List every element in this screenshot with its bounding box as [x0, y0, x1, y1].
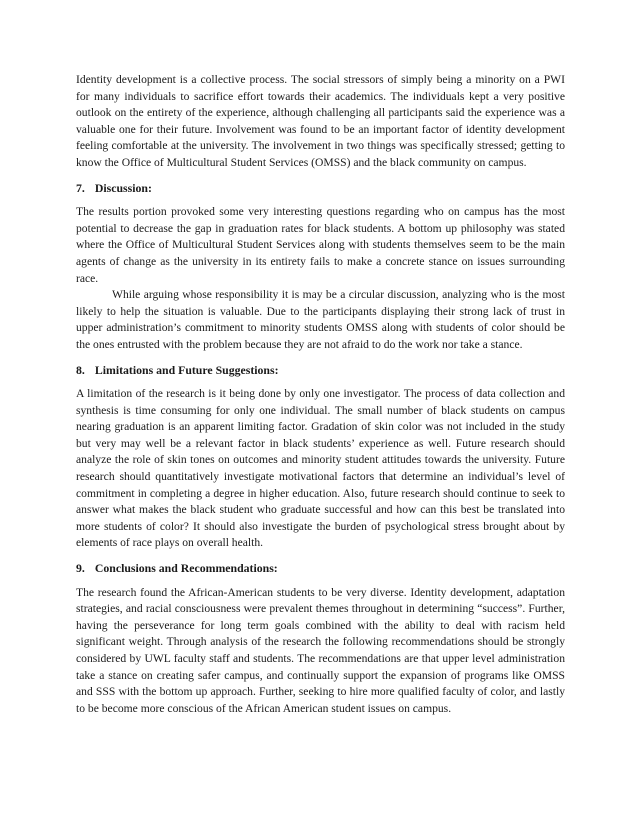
section-title: Discussion: [94, 180, 152, 195]
section-number: 8. [76, 362, 85, 377]
section-heading-conclusions [76, 560, 565, 577]
section-number: 7. [76, 180, 85, 195]
limitations-paragraph: A limitation of the research is it being done by only one investigator. The process of data collection and synthesis is time consuming for only one individual. The small number of black students on campus nearing graduation is an apparent limiting factor. Gradation of skin color was not included in the study but very may well be a relevant factor in black students’ experience as well. Future research should analyze the role of skin tones on outcomes and minority student attitudes towards the university. Future research should quantitatively investigate motivational factors that determine an individual’s level of commitment in completing a degree in higher education. Also, future research should continue to seek to answer what makes the black student who graduate successful and how can this best be translated into more students of color? It should also investigate the burden of psychological stress brought about by elements of race plays on overall health. [76, 387, 565, 550]
section-title: Limitations and Future Suggestions: [94, 362, 279, 377]
discussion-paragraph-1: The results portion provoked some very interesting questions regarding who on campus has the most potential to decrease the gap in graduation rates for black students. A bottom up philosophy was stated where the Office of Multicultural Student Services along with students themselves seem to be the main agents of change as the university in its entirety fails to make a concrete stance on issues surrounding race. [76, 205, 565, 285]
section-heading-discussion [76, 180, 565, 197]
document-page [76, 72, 565, 717]
section-title: Conclusions and Recommendations: [94, 561, 278, 576]
intro-paragraph: Identity development is a collective process. The social stressors of simply being a minority on a PWI for many individuals to sacrifice effort towards their academics. The individuals kept a very positive outlook on the entirety of the experience, although challenging all participants said the experience was a valuable one for their future. Involvement was found to be an important factor of identity development feeling comfortable at the university. The involvement in two things was specifically stressed; getting to know the Office of Multicultural Student Services (OMSS) and the black community on campus. [76, 73, 565, 169]
section-heading-limitations [76, 362, 565, 379]
section-number: 9. [76, 561, 85, 576]
conclusions-paragraph: The research found the African-American students to be very diverse. Identity development, adaptation strategies, and racial consciousness were prevalent themes throughout in determining “success”. Further, having the perseverance for long term goals combined with the ability to deal with racism held significant weight. Through analysis of the research the following recommendations should be strongly considered by UWL faculty staff and students. The recommendations are that upper level administration take a stance on creating safer campus, and continually support the expansion of programs like OMSS and SSS with the bottom up approach. Further, seeking to hire more qualified faculty of color, and lastly to be become more conscious of the African American student issues on campus. [76, 585, 565, 715]
discussion-paragraph-2: While arguing whose responsibility it is may be a circular discussion, analyzing who is the most likely to help the situation is valuable. Due to the participants displaying their strong lack of trust in upper administration’s commitment to minority students OMSS along with students of color should be the ones entrusted with the problem because they are not afraid to do the work nor take a stance. [76, 288, 565, 351]
